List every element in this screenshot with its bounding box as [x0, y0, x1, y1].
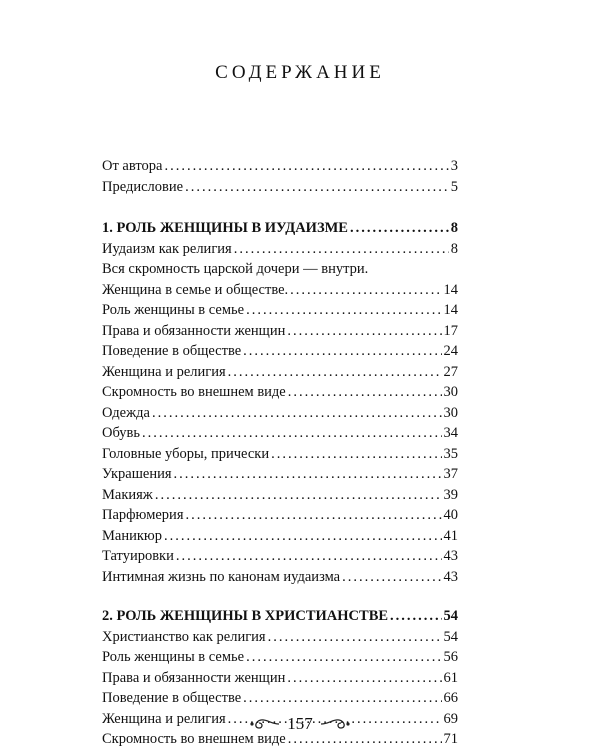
- toc-entry[interactable]: [102, 505, 458, 526]
- toc-leader-dots: [164, 526, 442, 547]
- toc-entry-title: Предисловие: [102, 178, 184, 195]
- toc-leader-dots: [234, 239, 449, 260]
- toc-entry-title: От автора: [102, 158, 163, 174]
- toc-entry[interactable]: [102, 300, 458, 321]
- toc-entry-page: 14: [443, 281, 458, 298]
- toc-entry-page: 69: [443, 710, 458, 727]
- toc-leader-dots: [176, 546, 442, 567]
- toc-entry-title: Права и обязанности женщин: [102, 322, 286, 339]
- toc-entry-page: 41: [443, 527, 458, 544]
- toc-entry-title: Макияж: [102, 486, 153, 503]
- toc-entry-page: 39: [443, 486, 458, 503]
- toc-entry[interactable]: [102, 444, 458, 465]
- toc-leader-dots: [268, 627, 442, 648]
- toc-section-title: 1. РОЛЬ ЖЕНЩИНЫ В ИУДАИЗМЕ: [102, 220, 348, 236]
- toc-leader-dots: [246, 647, 441, 668]
- toc-leader-dots: [342, 567, 441, 588]
- toc-entry[interactable]: [102, 362, 458, 383]
- toc-entry[interactable]: [102, 485, 458, 506]
- toc-entry-page: 40: [443, 507, 458, 523]
- toc-section-heading[interactable]: [102, 606, 458, 627]
- toc-entry-title: Одежда: [102, 404, 150, 421]
- toc-section-page: 54: [443, 608, 458, 624]
- right-flourish-icon: [319, 717, 353, 731]
- toc-entry-page: 24: [443, 343, 458, 359]
- section-spacer: [102, 197, 458, 218]
- toc-entry[interactable]: [102, 688, 458, 709]
- toc-leader-dots: [243, 341, 441, 362]
- toc-entry-page: 5: [450, 178, 458, 195]
- toc-entry[interactable]: [102, 423, 458, 444]
- toc-entry-page: 3: [450, 158, 458, 174]
- toc-entry[interactable]: [102, 526, 458, 547]
- toc-entry-title: Женщина в семье и обществе.: [102, 281, 289, 298]
- toc-leader-dots: [228, 362, 442, 383]
- toc-entry-page: 14: [443, 302, 458, 318]
- toc-section-page: 8: [450, 220, 458, 236]
- toc-entry-page: 34: [443, 425, 458, 441]
- toc-entry-page: 30: [443, 404, 458, 421]
- toc-entry[interactable]: [102, 647, 458, 668]
- toc-entry-title: Головные уборы, прически: [102, 445, 270, 462]
- toc-entry-page: 37: [443, 466, 458, 482]
- toc-entry-title: Иудаизм как религия: [102, 240, 232, 257]
- toc-entry-title: Интимная жизнь по канонам иудаизма: [102, 568, 341, 585]
- table-of-contents: [102, 156, 458, 750]
- toc-entry-title: Поведение в обществе: [102, 690, 242, 706]
- toc-leader-dots: [243, 688, 441, 709]
- toc-leader-dots: [164, 156, 448, 177]
- page-number: 157: [287, 714, 313, 733]
- toc-entry-page: 54: [443, 628, 458, 645]
- toc-entry-title: Маникюр: [102, 527, 162, 544]
- toc-section-title: 2. РОЛЬ ЖЕНЩИНЫ В ХРИСТИАНСТВЕ: [102, 608, 389, 624]
- toc-entry[interactable]: [102, 156, 458, 177]
- toc-leader-dots: [271, 444, 441, 465]
- toc-entry-page: 71: [443, 731, 458, 747]
- toc-entry-continuation[interactable]: [102, 259, 458, 280]
- toc-entry-title: Роль женщины в семье: [102, 302, 245, 318]
- toc-entry-title: Вся скромность царской дочери — внутри.: [102, 261, 369, 277]
- section-spacer: [102, 587, 458, 606]
- toc-entry[interactable]: [102, 464, 458, 485]
- toc-leader-dots: [142, 423, 441, 444]
- page-footer: [0, 712, 600, 736]
- toc-entry-page: 56: [443, 649, 458, 665]
- toc-leader-dots: [152, 403, 442, 424]
- toc-leader-dots: [174, 464, 442, 485]
- toc-entry-title: Татуировки: [102, 548, 174, 564]
- toc-entry[interactable]: [102, 567, 458, 588]
- toc-entry[interactable]: [102, 321, 458, 342]
- toc-entry-title: Роль женщины в семье: [102, 649, 245, 665]
- toc-leader-dots: [185, 177, 449, 198]
- toc-leader-dots: [186, 505, 442, 526]
- toc-entry-page: 35: [443, 445, 458, 462]
- toc-entry-title: Скромность во внешнем виде: [102, 731, 286, 747]
- toc-entry-title: Обувь: [102, 425, 141, 441]
- toc-entry[interactable]: [102, 546, 458, 567]
- toc-section-heading[interactable]: [102, 218, 458, 239]
- toc-entry-title: Парфюмерия: [102, 507, 184, 523]
- toc-entry-page: 61: [443, 669, 458, 686]
- toc-leader-dots: [288, 382, 442, 403]
- toc-entry-page: 43: [443, 568, 458, 585]
- toc-entry-title: Женщина и религия: [102, 363, 226, 380]
- toc-entry-page: 30: [443, 384, 458, 400]
- toc-leader-dots: [246, 300, 441, 321]
- toc-leader-dots: [155, 485, 442, 506]
- left-flourish-icon: [247, 717, 281, 731]
- toc-entry-title: Женщина и религия: [102, 710, 226, 727]
- toc-leader-dots: [287, 321, 441, 342]
- toc-leader-dots: [287, 668, 441, 689]
- toc-leader-dots: [290, 280, 441, 301]
- toc-entry-page: 17: [443, 322, 458, 339]
- toc-entry-title: Христианство как религия: [102, 628, 266, 645]
- toc-entry[interactable]: [102, 177, 458, 198]
- toc-entry[interactable]: [102, 280, 458, 301]
- toc-entry[interactable]: [102, 627, 458, 648]
- toc-entry-page: 43: [443, 548, 458, 564]
- toc-leader-dots: [350, 218, 449, 239]
- toc-entry[interactable]: [102, 382, 458, 403]
- toc-entry-title: Скромность во внешнем виде: [102, 384, 286, 400]
- toc-entry-page: 27: [443, 363, 458, 380]
- page-title: СОДЕРЖАНИЕ: [215, 62, 385, 83]
- toc-entry[interactable]: [102, 403, 458, 424]
- toc-entry-page: 66: [443, 690, 458, 706]
- toc-entry-title: Украшения: [102, 466, 172, 482]
- toc-entry-title: Права и обязанности женщин: [102, 669, 286, 686]
- toc-entry-page: 8: [450, 240, 458, 257]
- toc-entry[interactable]: [102, 239, 458, 260]
- toc-entry[interactable]: [102, 668, 458, 689]
- toc-entry-title: Поведение в обществе: [102, 343, 242, 359]
- toc-entry[interactable]: [102, 341, 458, 362]
- toc-leader-dots: [390, 606, 441, 627]
